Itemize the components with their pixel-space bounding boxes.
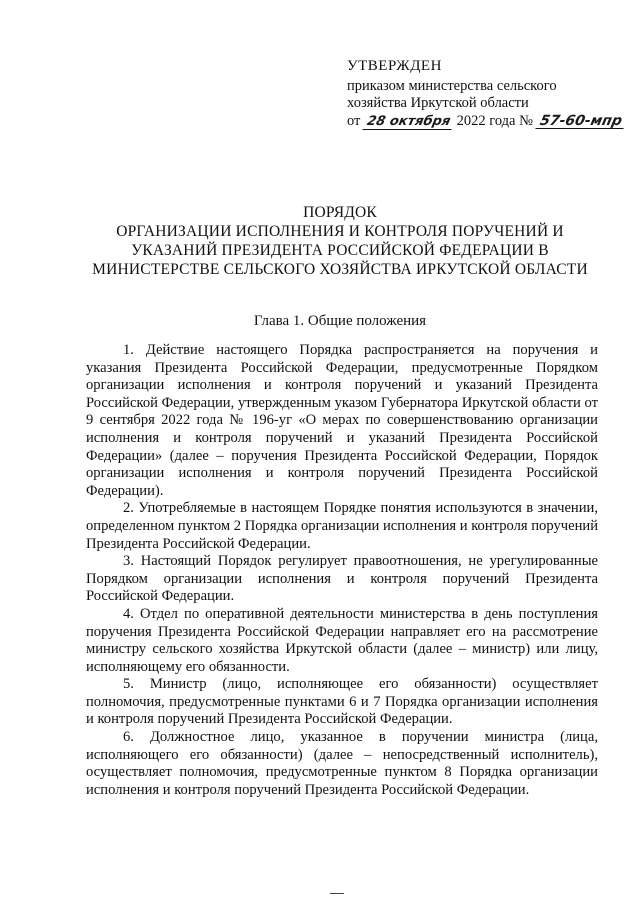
approval-year-text: 2022 года № [456, 112, 533, 129]
paragraph-4: 4. Отдел по оперативной деятельности министерства в день поступления поручения Президента Российской Федерации направляет его на рассмотрение министру сельского хозяйства Иркутской области (далее – министр) или лицу, исполняющему его обязанности. [86, 605, 598, 675]
title-line-1: ОРГАНИЗАЦИИ ИСПОЛНЕНИЯ И КОНТРОЛЯ ПОРУЧЕНИЙ И [116, 223, 564, 240]
title-line-2: УКАЗАНИЙ ПРЕЗИДЕНТА РОССИЙСКОЙ ФЕДЕРАЦИИ В [131, 242, 549, 259]
paragraph-6: 6. Должностное лицо, указанное в поручении министра (лица, исполняющего его обязанности) (далее – непосредственный исполнитель), осуществляет полномочия, предусмотренные пунктом 8 Порядка организации исполнения и контроля поручений Президента Российской Федерации. [86, 729, 598, 798]
paragraph-2: 2. Употребляемые в настоящем Порядке понятия используются в значении, определенном пунктом 2 Порядка организации исполнения и контроля поручений Президента Российской Федерации. [86, 500, 599, 552]
approval-stamp-block [347, 58, 627, 130]
approval-line-1: приказом министерства сельского [347, 77, 557, 94]
title-word: ПОРЯДОК [303, 204, 377, 221]
document-body [86, 342, 598, 799]
approval-line-2: хозяйства Иркутской области [347, 95, 529, 111]
paragraph-1: 1. Действие настоящего Порядка распространяется на поручения и указания Президента Российской Федерации, предусмотренные Порядком организации исполнения и контроля поручений и указаний Президента Российской Федерации, утвержденным указом Губернатора Иркутской области от 9 сентября 2022 года № 196-уг «О мерах по совершенствованию организации исполнения и контроля поручений и указаний Президента Российской Федерации» (далее – поручения Президента Российской Федерации, Порядок организации исполнения и контроля поручений Президента Российской Федерации). [86, 342, 598, 499]
chapter-heading: Глава 1. Общие положения [253, 313, 427, 329]
paragraph-5: 5. Министр (лицо, исполняющее его обязанности) осуществляет полномочия, предусмотренные пунктами 6 и 7 Порядка организации исполнения и контроля поручений Президента Российской Федерации. [86, 676, 598, 728]
handwritten-date: 28 октября [362, 115, 454, 130]
footer-mark [330, 893, 344, 894]
approval-from-label: от [347, 112, 361, 129]
handwritten-order-number: 57-60-мпр [535, 114, 626, 129]
approval-date-line [347, 113, 627, 131]
document-title [80, 203, 600, 279]
approval-heading: УТВЕРЖДЕН [347, 58, 442, 74]
title-line-3: МИНИСТЕРСТВЕ СЕЛЬСКОГО ХОЗЯЙСТВА ИРКУТСКОЙ ОБЛАСТИ [92, 261, 588, 278]
paragraph-3: 3. Настоящий Порядок регулирует правоотношения, не урегулированные Порядком организации исполнения и контроля поручений Президента Российской Федерации. [86, 553, 598, 605]
